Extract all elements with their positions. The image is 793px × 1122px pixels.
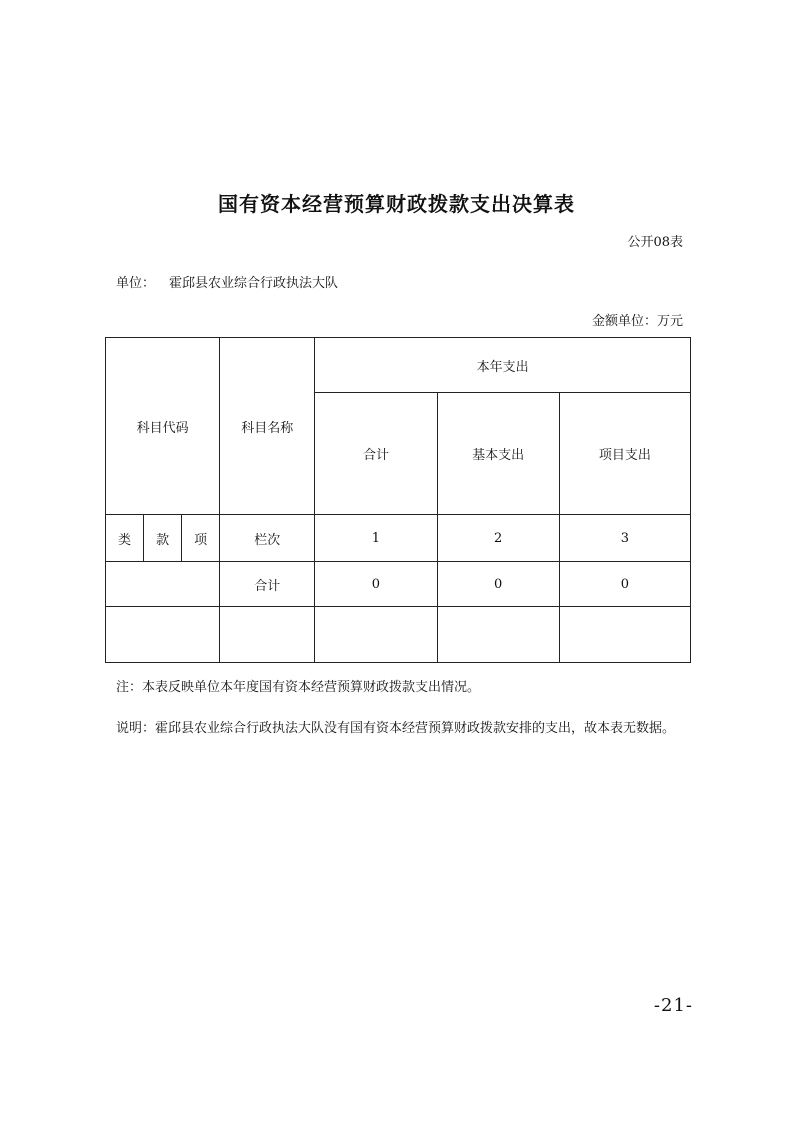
header-project: 项目支出 [559, 393, 690, 515]
empty-row-basic [437, 607, 559, 663]
amount-unit: 金额单位：万元 [591, 314, 683, 329]
total-row-project: 0 [559, 562, 690, 607]
subheader-col2: 2 [437, 515, 559, 562]
header-current-year: 本年支出 [315, 338, 691, 393]
subheader-col1: 1 [315, 515, 437, 562]
header-name: 科目名称 [220, 338, 315, 515]
empty-row-total [315, 607, 437, 663]
table-note: 注：本表反映单位本年度国有资本经营预算财政拨款支出情况。 [116, 680, 481, 695]
unit-label: 单位： [116, 276, 156, 291]
total-row-code [106, 562, 220, 607]
unit-line [116, 272, 338, 291]
subheader-class: 类 [106, 515, 144, 562]
empty-row-code [106, 607, 220, 663]
total-row-basic: 0 [437, 562, 559, 607]
subheader-col3: 3 [559, 515, 690, 562]
empty-row-project [559, 607, 690, 663]
total-row-total: 0 [315, 562, 437, 607]
page-number: -21- [653, 995, 693, 1016]
subheader-item: 项 [182, 515, 220, 562]
page-title: 国有资本经营预算财政拨款支出决算表 [218, 192, 575, 216]
total-row-label: 合计 [220, 562, 315, 607]
table-description: 说明：霍邱县农业综合行政执法大队没有国有资本经营预算财政拨款安排的支出，故本表无数据。 [116, 721, 676, 736]
header-code: 科目代码 [106, 338, 220, 515]
form-number: 公开08表 [627, 235, 683, 250]
empty-row-name [220, 607, 315, 663]
subheader-column-label: 栏次 [220, 515, 315, 562]
subheader-section: 款 [144, 515, 182, 562]
unit-name: 霍邱县农业综合行政执法大队 [169, 276, 339, 291]
expenditure-table [105, 337, 691, 663]
header-total: 合计 [315, 393, 437, 515]
header-basic: 基本支出 [437, 393, 559, 515]
